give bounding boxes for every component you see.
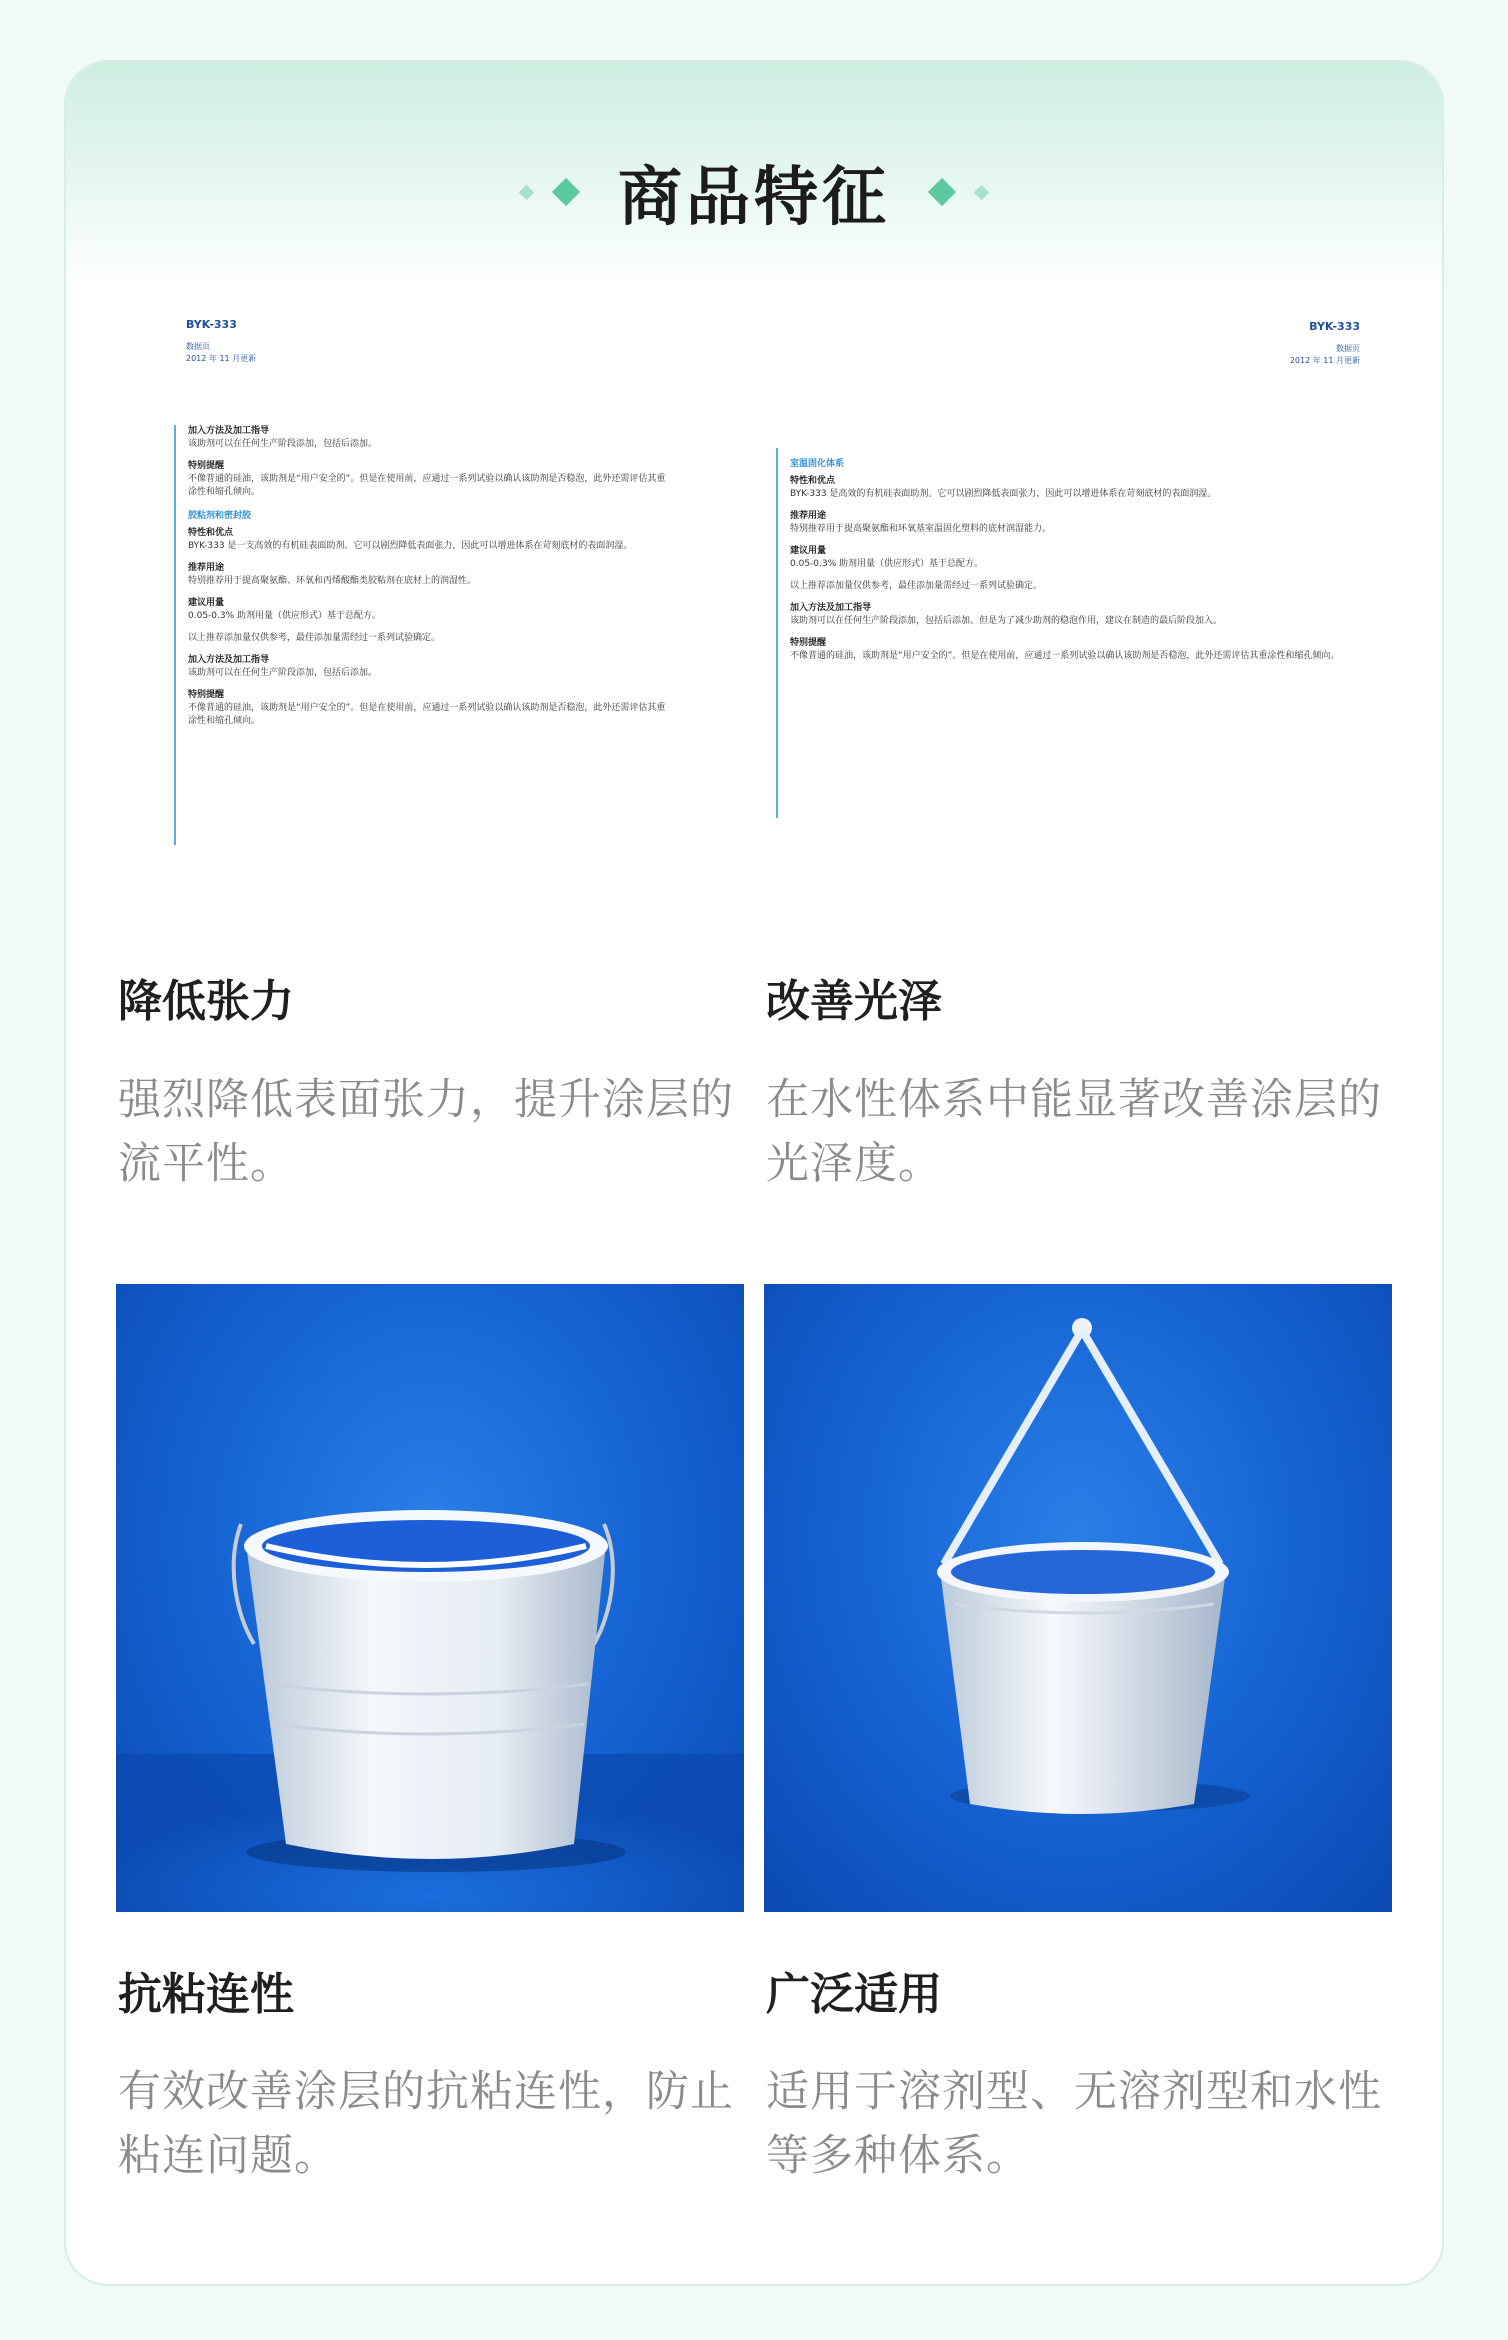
feature-title: 降低张力 bbox=[118, 976, 294, 1027]
datasheet-section-heading: 室温固化体系 bbox=[790, 459, 845, 469]
feature-title: 抗粘连性 bbox=[118, 1969, 294, 2020]
diamond-icon bbox=[928, 178, 956, 206]
feature-title: 改善光泽 bbox=[766, 976, 942, 1027]
bucket-photo bbox=[116, 1284, 744, 1912]
datasheet-date: 2012 年 11 月更新 bbox=[1289, 356, 1360, 365]
datasheet-text: 不像普通的硅油，该助剂是“用户安全的”。但是在使用前，应通过一系列试验以确认该助剂是否稳泡，此外还需评估其重涂性和缩孔倾向。 bbox=[188, 703, 666, 726]
datasheet-text: 0.05-0.3% 助剂用量（供应形式）基于总配方。 bbox=[188, 611, 382, 621]
datasheet-heading: 特别提醒 bbox=[790, 638, 827, 648]
datasheet-heading: 推荐用途 bbox=[188, 563, 225, 573]
datasheet-heading: 加入方法及加工指导 bbox=[790, 603, 872, 613]
datasheet-heading: 特别提醒 bbox=[188, 690, 225, 700]
datasheet-text: 特别推荐用于提高聚氨酯、环氧和丙烯酸酯类胶粘剂在底材上的润湿性。 bbox=[188, 576, 477, 586]
diamond-icon bbox=[974, 184, 990, 200]
datasheet-heading: 特性和优点 bbox=[790, 476, 836, 486]
datasheet-heading: 加入方法及加工指导 bbox=[188, 426, 270, 436]
datasheet-text: 该助剂可以在任何生产阶段添加，包括后添加。 bbox=[188, 439, 378, 449]
datasheet-body bbox=[174, 425, 674, 845]
datasheet-product: BYK-333 bbox=[1309, 320, 1360, 333]
section-title: 商品特征 bbox=[618, 161, 890, 235]
datasheet-text: 以上推荐添加量仅供参考，最佳添加量需经过一系列试验确定。 bbox=[790, 581, 1043, 591]
datasheet-preview-right bbox=[700, 300, 1360, 880]
feature-desc: 有效改善涂层的抗粘连性，防止粘连问题。 bbox=[118, 2067, 734, 2181]
feature-desc: 在水性体系中能显著改善涂层的光泽度。 bbox=[766, 1075, 1382, 1189]
datasheet-text: 该助剂可以在任何生产阶段添加，包括后添加。但是为了减少助剂的稳泡作用，建议在制造的最后阶段加入。 bbox=[790, 616, 1223, 626]
datasheet-text: 以上推荐添加量仅供参考，最佳添加量需经过一系列试验确定。 bbox=[188, 633, 441, 643]
feature-desc: 适用于溶剂型、无溶剂型和水性等多种体系。 bbox=[766, 2067, 1382, 2181]
datasheet-doc-type: 数据页 bbox=[186, 342, 210, 351]
datasheet-text: 不像普通的硅油，该助剂是“用户安全的”。但是在使用前，应通过一系列试验以确认该助剂是否稳泡，此外还需评估其重涂性和缩孔倾向。 bbox=[790, 651, 1340, 661]
datasheet-date: 2012 年 11 月更新 bbox=[186, 354, 257, 363]
datasheet-section-heading: 胶粘剂和密封胶 bbox=[188, 511, 252, 521]
diamond-icon bbox=[519, 184, 535, 200]
datasheet-product: BYK-333 bbox=[186, 318, 237, 331]
datasheet-text: 0.05-0.3% 助剂用量（供应形式）基于总配方。 bbox=[790, 559, 984, 569]
datasheet-heading: 推荐用途 bbox=[790, 511, 827, 521]
datasheet-body bbox=[776, 448, 1356, 818]
hanging-bucket-photo bbox=[764, 1284, 1392, 1912]
datasheet-text: 特别推荐用于提高聚氨酯和环氧基室温固化塑料的底材润湿能力。 bbox=[790, 524, 1052, 534]
datasheet-heading: 建议用量 bbox=[188, 598, 225, 608]
datasheet-doc-type: 数据页 bbox=[1336, 344, 1360, 353]
datasheet-text: BYK-333 是高效的有机硅表面助剂。它可以剧烈降低表面张力，因此可以增进体系在苛刻底材的表面润湿。 bbox=[790, 489, 1217, 499]
datasheet-heading: 加入方法及加工指导 bbox=[188, 655, 270, 665]
datasheet-heading: 特别提醒 bbox=[188, 461, 225, 471]
diamond-icon bbox=[552, 178, 580, 206]
feature-title: 广泛适用 bbox=[766, 1969, 942, 2020]
datasheet-preview-left bbox=[100, 300, 760, 880]
section-header bbox=[66, 142, 1442, 242]
datasheet-text: 不像普通的硅油，该助剂是“用户安全的”。但是在使用前，应通过一系列试验以确认该助剂是否稳泡，此外还需评估其重涂性和缩孔倾向。 bbox=[188, 474, 666, 497]
datasheet-text: BYK-333 是一支高效的有机硅表面助剂。它可以剧烈降低表面张力，因此可以增进体系在苛刻底材的表面润湿。 bbox=[188, 541, 633, 551]
datasheet-text: 该助剂可以在任何生产阶段添加，包括后添加。 bbox=[188, 668, 378, 678]
datasheet-heading: 建议用量 bbox=[790, 546, 827, 556]
feature-desc: 强烈降低表面张力，提升涂层的流平性。 bbox=[118, 1075, 734, 1189]
datasheet-heading: 特性和优点 bbox=[188, 528, 234, 538]
